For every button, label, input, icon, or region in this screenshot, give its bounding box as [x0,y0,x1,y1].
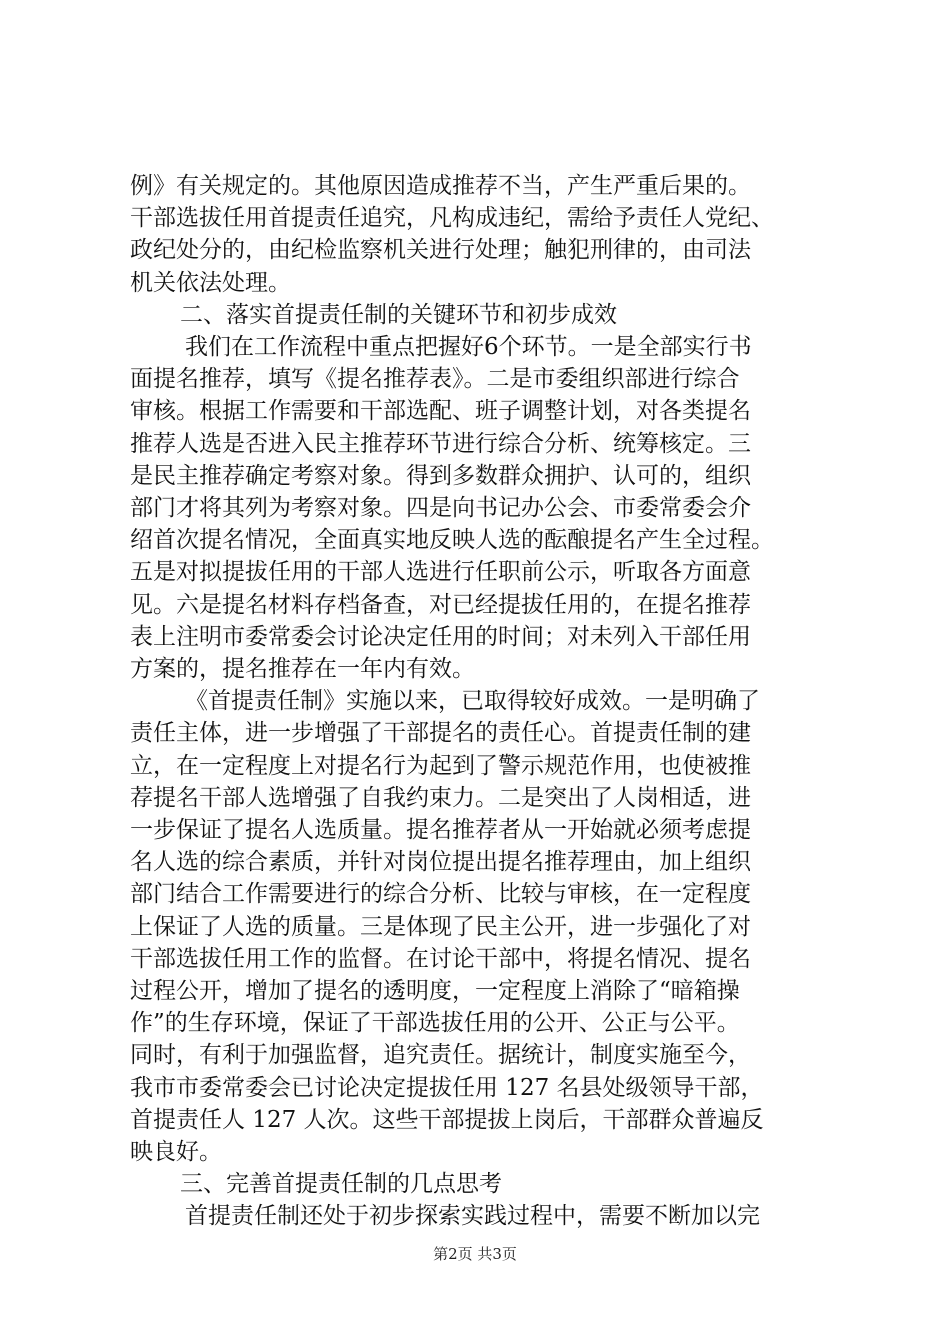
section-heading: 二、落实首提责任制的关键环节和初步成效 [180,301,617,328]
section-heading: 三、完善首提责任制的几点思考 [180,1171,502,1198]
text-line: 绍首次提名情况，全面真实地反映人选的酝酿提名产生全过程。 [130,527,774,554]
text-line: 机关依法处理。 [130,269,291,296]
text-line: 干部选拔任用首提责任追究，凡构成违纪，需给予责任人党纪、 [130,205,774,232]
text-line: 推荐人选是否进入民主推荐环节进行综合分析、统筹核定。三 [130,430,751,457]
text-line: 面提名推荐，填写《提名推荐表》。二是市委组织部进行综合 [130,366,740,393]
text-line: 立，在一定程度上对提名行为起到了警示规范作用，也使被推 [130,752,751,779]
text-line: 《首提责任制》实施以来，已取得较好成效。一是明确了 [185,688,760,715]
text-line: 首提责任制还处于初步探索实践过程中，需要不断加以完 [185,1203,760,1230]
text-line: 干部选拔任用工作的监督。在讨论干部中，将提名情况、提名 [130,945,751,972]
text-line: 例》有关规定的。其他原因造成推荐不当，产生严重后果的。 [130,173,751,199]
text-line: 一步保证了提名人选质量。提名推荐者从一开始就必须考虑提 [130,817,751,843]
text-line: 表上注明市委常委会讨论决定任用的时间；对未列入干部任用 [130,623,751,650]
text-line: 映良好。 [130,1139,222,1165]
text-line: 部门才将其列为考察对象。四是向书记办公会、市委常委会介 [130,495,751,521]
text-line: 五是对拟提拔任用的干部人选进行任职前公示，听取各方面意 [130,559,751,586]
text-line: 政纪处分的，由纪检监察机关进行处理；触犯刑律的，由司法 [130,237,751,264]
text-line: 我们在工作流程中重点把握好6个环节。一是全部实行书 [185,334,752,360]
text-line: 部门结合工作需要进行的综合分析、比较与审核，在一定程度 [130,881,751,908]
text-line: 荐提名干部人选增强了自我约束力。二是突出了人岗相适，进 [130,784,751,811]
text-line: 上保证了人选的质量。三是体现了民主公开，进一步强化了对 [130,913,751,940]
text-line: 审核。根据工作需要和干部选配、班子调整计划，对各类提名 [130,398,751,425]
page-footer: 第2页 共3页 [433,1245,517,1263]
text-line: 同时，有利于加强监督，追究责任。据统计，制度实施至今， [130,1042,751,1069]
text-line: 作”的生存环境，保证了干部选拔任用的公开、公正与公平。 [130,1010,740,1037]
text-line: 是民主推荐确定考察对象。得到多数群众拥护、认可的，组织 [130,462,751,489]
text-line: 首提责任人 127 人次。这些干部提拔上岗后，干部群众普遍反 [130,1106,764,1133]
text-line: 我市市委常委会已讨论决定提拔任用 127 名县处级领导干部， [130,1074,764,1101]
text-line: 名人选的综合素质，并针对岗位提出提名推荐理由，加上组织 [130,849,751,876]
text-line: 过程公开，增加了提名的透明度，一定程度上消除了“暗箱操 [130,978,740,1004]
text-line: 方案的，提名推荐在一年内有效。 [130,656,475,682]
text-line: 责任主体，进一步增强了干部提名的责任心。首提责任制的建 [130,720,751,747]
text-line: 见。六是提名材料存档备查，对已经提拔任用的，在提名推荐 [130,591,751,618]
